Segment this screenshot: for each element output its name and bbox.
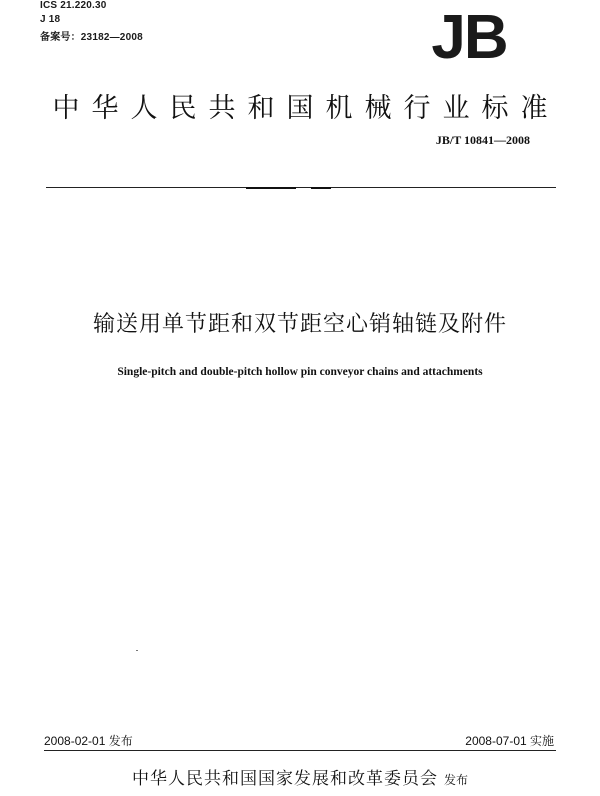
issuing-authority bbox=[0, 764, 600, 789]
jb-logo bbox=[408, 2, 530, 64]
classification-code: J 18 bbox=[40, 14, 61, 25]
standard-category-title: 中华人民共和国机械行业标准 bbox=[52, 93, 560, 124]
registration-number: 备案号：23182—2008 bbox=[40, 32, 143, 43]
document-title-en: Single-pitch and double-pitch hollow pin conveyor chains and attachments bbox=[117, 366, 483, 378]
issuer-name: 中华人民共和国国家发展和改革委员会 bbox=[131, 769, 438, 789]
standard-number: JB/T 10841—2008 bbox=[435, 133, 530, 147]
divider-accent bbox=[311, 187, 331, 189]
implementation-date: 2008-07-01 实施 bbox=[465, 734, 554, 748]
issue-date: 2008-02-01 发布 bbox=[44, 734, 133, 748]
ics-code: ICS 21.220.30 bbox=[40, 0, 107, 11]
issuer-suffix: 发布 bbox=[443, 773, 468, 787]
jb-logo-text: JB bbox=[431, 3, 507, 64]
header-divider bbox=[46, 187, 556, 188]
footer-divider bbox=[44, 750, 556, 751]
divider-accent bbox=[246, 187, 296, 189]
document-title-zh: 输送用单节距和双节距空心销轴链及附件 bbox=[92, 312, 507, 337]
scan-speck bbox=[136, 650, 138, 651]
